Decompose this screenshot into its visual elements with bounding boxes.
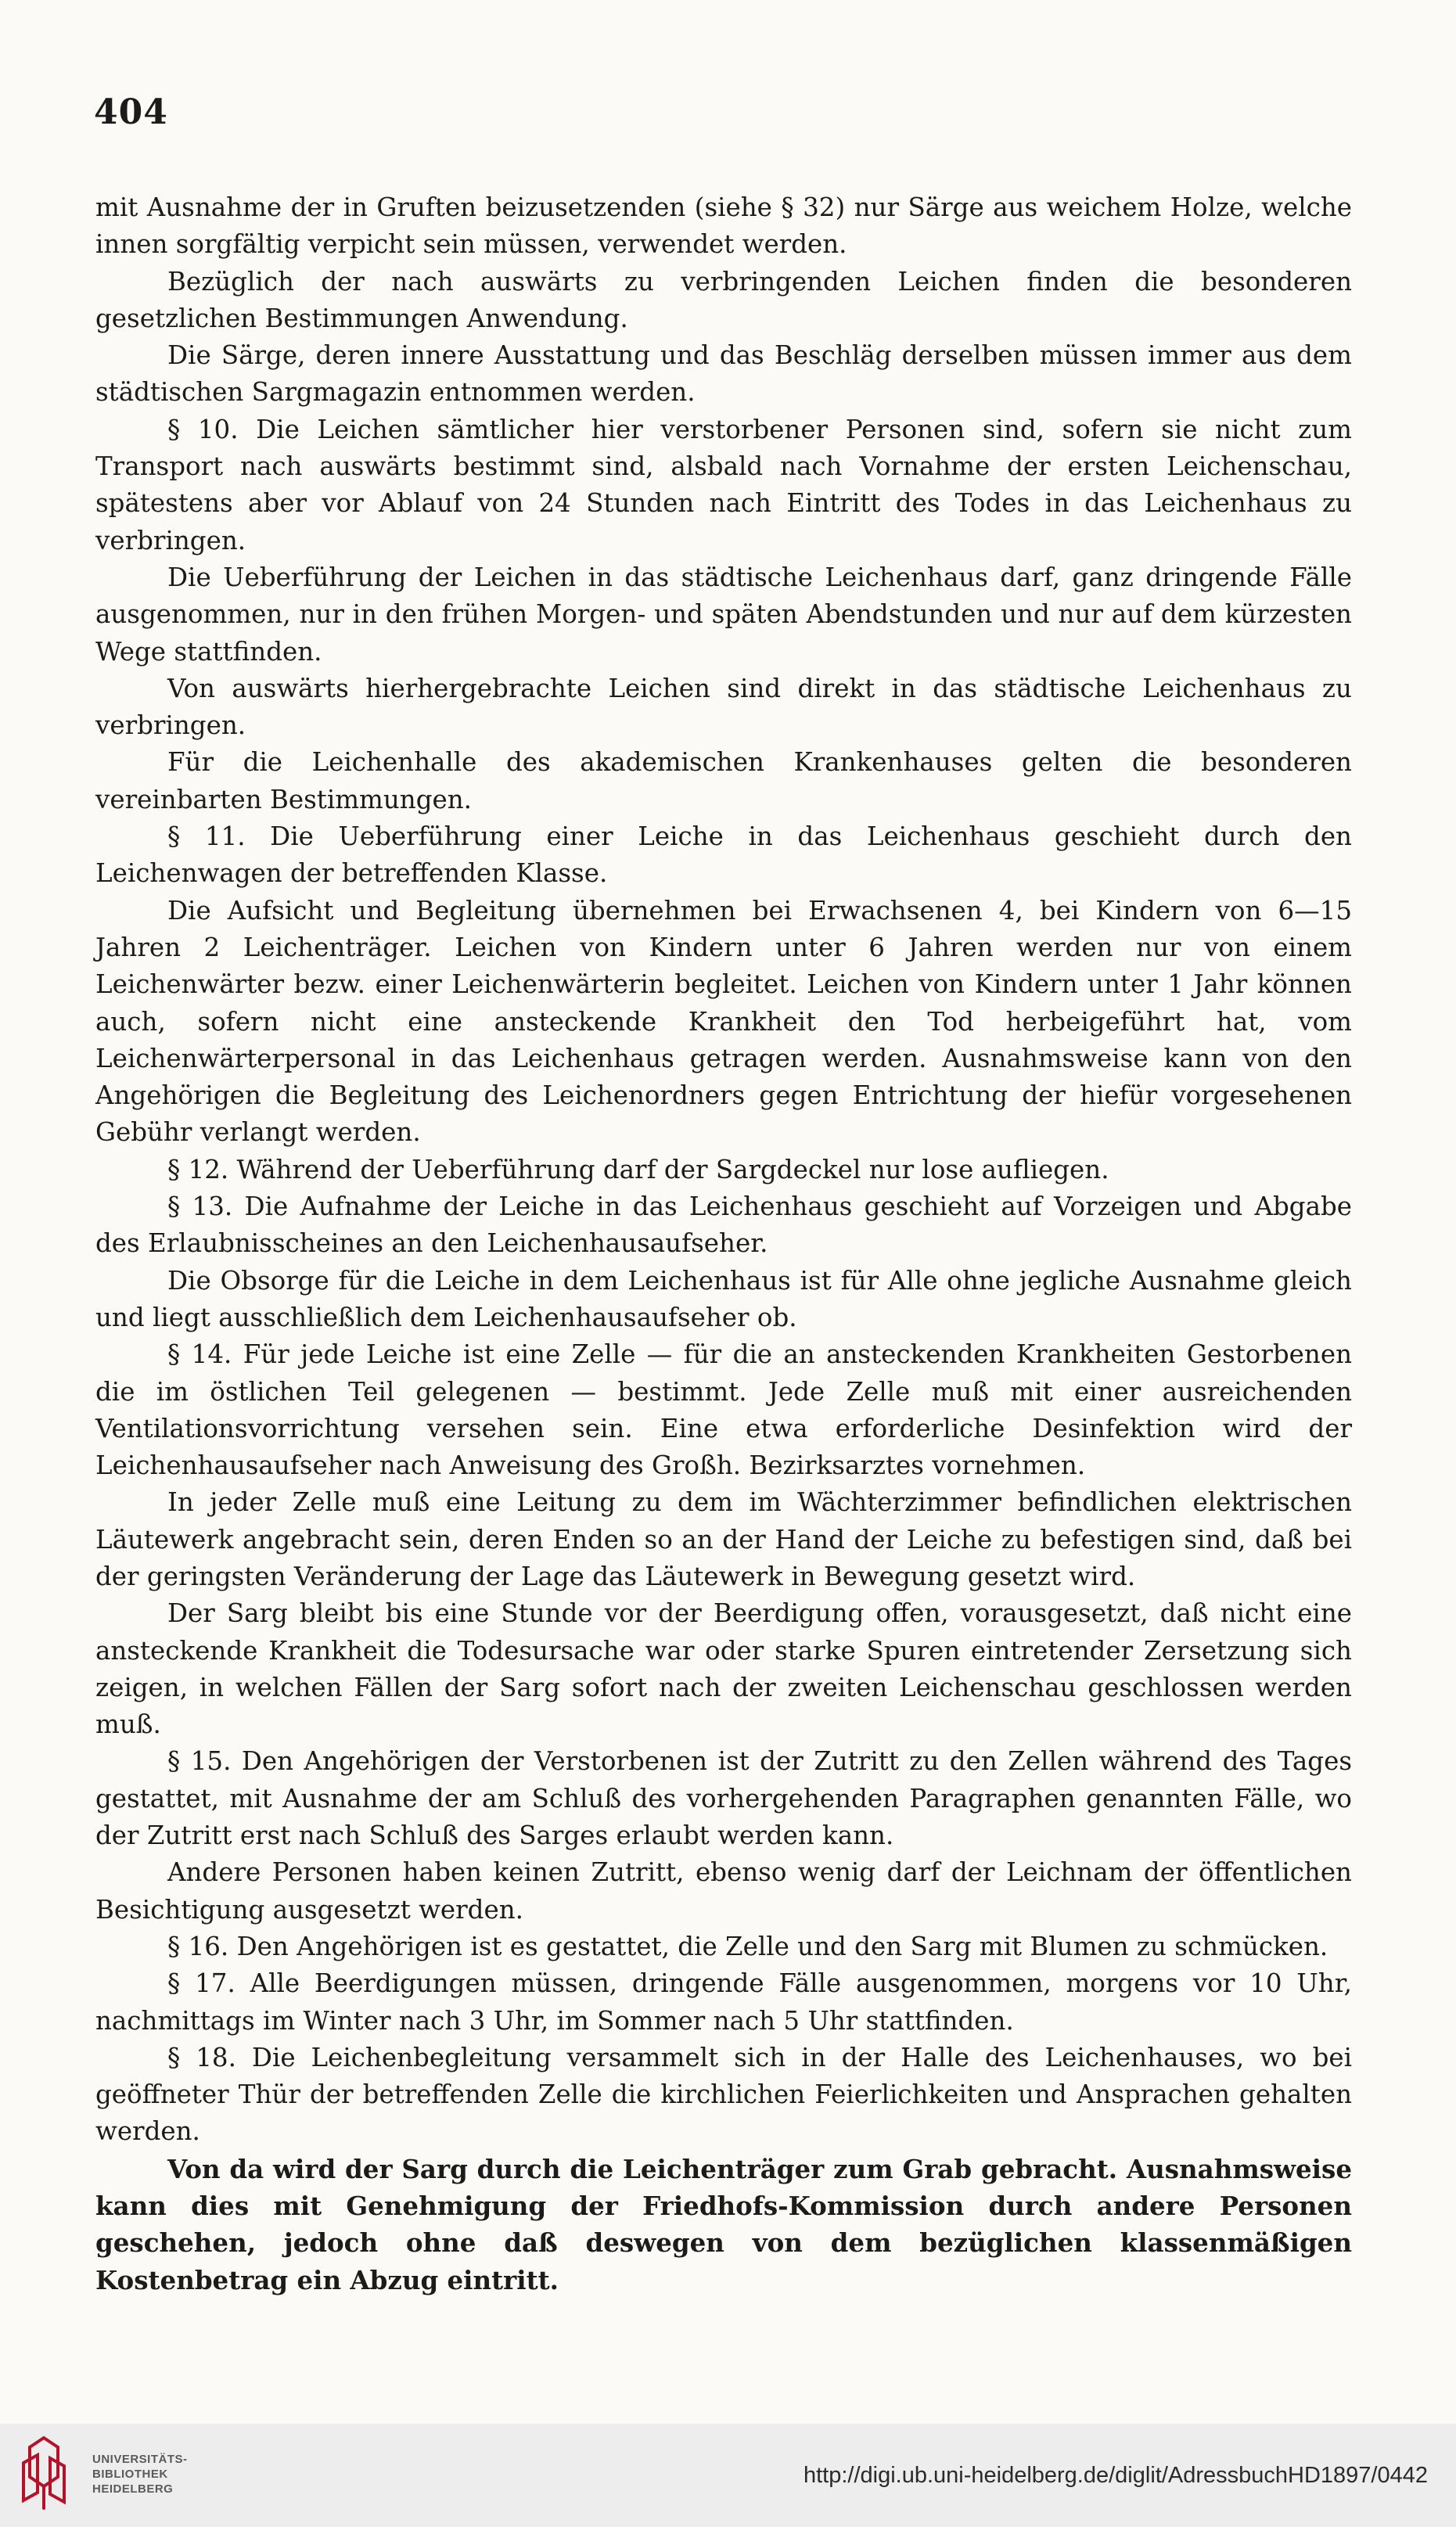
- paragraph: Von da wird der Sarg durch die Leichenträger zum Grab gebracht. Ausnahmsweise kann dies mit Genehmigung der Friedhofs-Kommission durch andere Personen geschehen, jedoch ohne daß deswegen von dem bezüglichen klassenmäßigen Kostenbetrag ein Abzug eintritt.: [95, 2153, 1352, 2295]
- paragraph: mit Ausnahme der in Gruften beizusetzenden (siehe § 32) nur Särge aus weichem Holze, welche innen sorgfältig verpicht sein müssen, verwendet werden.: [95, 192, 1352, 260]
- paragraph: § 12. Während der Ueberführung darf der Sargdeckel nur lose aufliegen.: [167, 1154, 1109, 1184]
- paragraph: § 13. Die Aufnahme der Leiche in das Leichenhaus geschieht auf Vorzeigen und Abgabe des Erlaubnisscheines an den Leichenhausaufseher.: [95, 1192, 1352, 1259]
- body-text: [95, 189, 1352, 2299]
- paragraph: § 18. Die Leichenbegleitung versammelt sich in der Halle des Leichenhauses, wo bei geöffneter Thür der betreffenden Zelle die kirchlichen Feierlichkeiten und Ansprachen gehalten werden.: [95, 2042, 1352, 2147]
- paragraph: § 10. Die Leichen sämtlicher hier verstorbener Personen sind, sofern sie nicht zum Transport nach auswärts bestimmt sind, alsbald nach Vornahme der ersten Leichenschau, spätestens aber vor Ablauf von 24 Stunden nach Eintritt des Todes in das Leichenhaus zu verbringen.: [95, 414, 1352, 555]
- paragraph: Die Obsorge für die Leiche in dem Leichenhaus ist für Alle ohne jegliche Ausnahme gleich und liegt ausschließlich dem Leichenhausaufseher ob.: [95, 1265, 1352, 1332]
- library-name-line: UNIVERSITÄTS-: [92, 2453, 188, 2466]
- permalink-url[interactable]: http://digi.ub.uni-heidelberg.de/diglit/AdressbuchHD1897/0442: [803, 2463, 1428, 2488]
- paragraph: Der Sarg bleibt bis eine Stunde vor der Beerdigung offen, vorausgesetzt, daß nicht eine ansteckende Krankheit die Todesursache war oder starke Spuren eintretender Zersetzung sich zeigen, in welchen Fällen der Sarg sofort nach der zweiten Leichenschau geschlossen werden muß.: [95, 1598, 1352, 1740]
- paragraph: § 15. Den Angehörigen der Verstorbenen ist der Zutritt zu den Zellen während des Tages gestattet, mit Ausnahme der am Schluß des vorhergehenden Paragraphen genannten Fälle, wo der Zutritt erst nach Schluß des Sarges erlaubt werden kann.: [95, 1746, 1352, 1851]
- university-seal-icon: [14, 2432, 84, 2518]
- paragraph: Die Aufsicht und Begleitung übernehmen bei Erwachsenen 4, bei Kindern von 6—15 Jahren 2 Leichenträger. Leichen von Kindern unter 6 Jahren werden nur von einem Leichenwärter bezw. einer Leichenwärterin begleitet. Leichen von Kindern unter 1 Jahr können auch, sofern nicht eine ansteckende Krankheit den Tod herbeigeführt hat, vom Leichenwärterpersonal in das Leichenhaus getragen werden. Ausnahmsweise kann von den Angehörigen die Begleitung des Leichenordners gegen Entrichtung der hiefür vorgesehenen Gebühr verlangt werden.: [95, 895, 1352, 1148]
- paragraph: Die Särge, deren innere Ausstattung und das Beschläg derselben müssen immer aus dem städtischen Sargmagazin entnommen werden.: [95, 340, 1352, 408]
- paragraph: In jeder Zelle muß eine Leitung zu dem im Wächterzimmer befindlichen elektrischen Läutewerk angebracht sein, deren Enden so an der Hand der Leiche zu befestigen sind, daß bei der geringsten Veränderung der Lage das Läutewerk in Bewegung gesetzt wird.: [95, 1487, 1352, 1591]
- library-name: [92, 2452, 188, 2496]
- footer-bar: [0, 2424, 1456, 2527]
- library-name-line: HEIDELBERG: [92, 2482, 174, 2496]
- paragraph: Bezüglich der nach auswärts zu verbringenden Leichen finden die besonderen gesetzlichen Bestimmungen Anwendung.: [95, 266, 1352, 333]
- paragraph: Andere Personen haben keinen Zutritt, ebenso wenig darf der Leichnam der öffentlichen Besichtigung ausgesetzt werden.: [95, 1857, 1352, 1925]
- paragraph: Von auswärts hierhergebrachte Leichen sind direkt in das städtische Leichenhaus zu verbringen.: [95, 673, 1352, 741]
- page-number: 404: [94, 92, 168, 132]
- paragraph: § 16. Den Angehörigen ist es gestattet, die Zelle und den Sarg mit Blumen zu schmücken.: [167, 1931, 1328, 1961]
- library-logo[interactable]: [14, 2425, 186, 2525]
- paragraph: § 11. Die Ueberführung einer Leiche in das Leichenhaus geschieht durch den Leichenwagen der betreffenden Klasse.: [95, 821, 1352, 889]
- library-name-line: BIBLIOTHEK: [92, 2468, 168, 2481]
- paragraph: § 17. Alle Beerdigungen müssen, dringende Fälle ausgenommen, morgens vor 10 Uhr, nachmittags im Winter nach 3 Uhr, im Sommer nach 5 Uhr stattfinden.: [95, 1968, 1352, 2036]
- paragraph: § 14. Für jede Leiche ist eine Zelle — für die an ansteckenden Krankheiten Gestorbenen die im östlichen Teil gelegenen — bestimmt. Jede Zelle muß mit einer ausreichenden Ventilationsvorrichtung versehen sein. Eine etwa erforderliche Desinfektion wird der Leichenhausaufseher nach Anweisung des Großh. Bezirksarztes vornehmen.: [95, 1339, 1352, 1481]
- paragraph: Für die Leichenhalle des akademischen Krankenhauses gelten die besonderen vereinbarten Bestimmungen.: [95, 747, 1352, 814]
- paragraph: Die Ueberführung der Leichen in das städtische Leichenhaus darf, ganz dringende Fälle ausgenommen, nur in den frühen Morgen- und späten Abendstunden und nur auf dem kürzesten Wege stattfinden.: [95, 562, 1352, 667]
